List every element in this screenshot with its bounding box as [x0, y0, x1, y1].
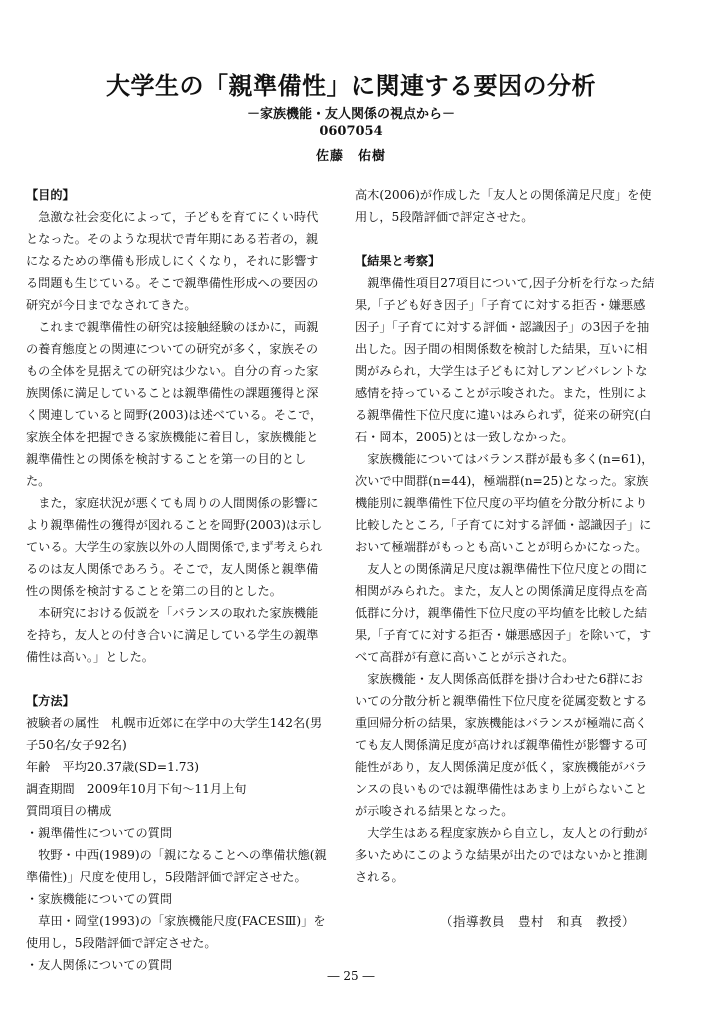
page-number: ― 25 ― — [327, 969, 375, 983]
paragraph: 親準備性項目27項目について,因子分析を行なった結果,「子ども好き因子」「子育てに対する拒否・嫌悪感因子」「子育てに対する評価・認識因子」の3因子を抽出した。因子間の相関係数を検討した結果，互いに相関がみられ，大学生は子どもに対しアンビバレントな感情を持っていることが示唆された。また，性別による親準備性下位尺度に違いはみられず，従来の研究(白石・岡本，2005)とは一致しなかった。 — [355, 276, 655, 444]
text-line: ・親準備性についての質問 — [26, 826, 173, 840]
text-line: 質問項目の構成 — [26, 804, 112, 818]
paragraph: 家族機能についてはバランス群が最も多く(n=61)，次いで中間群(n=44)，極端群(n=25)となった。家族機能別に親準備性下位尺度の平均値を分散分析により比較したところ,「子育てに対する評価・認識因子」において極端群がもっとも高いことが明らかになった。 — [355, 452, 654, 554]
text-line: 高木(2006)が作成した「友人との関係満足尺度」を使用し，5段階評価で評定させた。 — [355, 188, 652, 224]
section-heading: 【目的】 — [26, 188, 75, 202]
text-line: ・家族機能についての質問 — [26, 892, 173, 906]
paragraph: 草田・岡堂(1993)の「家族機能尺度(FACESⅢ)」を使用し，5段階評価で評定させた。 — [26, 914, 326, 950]
author-name: 佐藤 佑樹 — [315, 149, 386, 164]
text-line: ・友人関係についての質問 — [26, 958, 173, 972]
paper-title: 大学生の「親準備性」に関連する要因の分析 — [106, 72, 596, 100]
section-gap — [355, 228, 655, 250]
paragraph: 大学生はある程度家族から自立し，友人との行動が多いためにこのような結果が出たのではないかと推測される。 — [355, 826, 648, 884]
paragraph: 急激な社会変化によって，子どもを育てにくい時代となった。そのような現状で青年期にある若者の，親になるための準備も形成しにくくなり，それに影響する問題も生じている。そこで親準備性形成への要因の研究が今日までなされてきた。 — [26, 210, 319, 312]
student-id: 0607054 — [319, 124, 383, 139]
paragraph: 牧野・中西(1989)の「親になることへの準備状態(親準備性)」尺度を使用し，5段階評価で評定させた。 — [26, 848, 327, 884]
paragraph: また，家庭状況が悪くても周りの人間関係の影響により親準備性の獲得が図れることを岡野(2003)は示している。大学生の家族以外の人間関係で,まず考えられるのは友人関係であろう。そこで，友人関係と親準備性の関係を検討することを第二の目的とした。 — [26, 496, 323, 598]
supervisor-credit: （指導教員 豊村 和真 教授） — [440, 914, 636, 929]
text-line: 調査期間 2009年10月下旬～11月上旬 — [26, 782, 247, 796]
paragraph: 本研究における仮説を「バランスの取れた家族機能を持ち，友人との付き合いに満足している学生の親準備性は高い。」とした。 — [26, 606, 319, 664]
paragraph: 友人との関係満足尺度は親準備性下位尺度との間に相関がみられた。また，友人との関係満足度得点を高低群に分け，親準備性下位尺度の平均値を比較した結果,「子育てに対する拒否・嫌悪感因子」を除いて，すべて高群が有意に高いことが示された。 — [355, 562, 652, 664]
section-heading: 【方法】 — [26, 694, 75, 708]
left-column — [26, 184, 328, 976]
right-column — [355, 184, 655, 888]
text-line: 年齢 平均20.37歳(SD=1.73) — [26, 760, 199, 774]
section-heading: 【結果と考察】 — [355, 254, 441, 268]
text-line: 被験者の属性 札幌市近郊に在学中の大学生142名(男子50名/女子92名) — [26, 716, 323, 752]
paper-subtitle: －家族機能・友人関係の視点から－ — [246, 107, 455, 122]
paragraph: これまで親準備性の研究は接触経験のほかに，両親の養育態度との関連についての研究が多く，家族そのもの全体を見据えての研究は少ない。自分の育った家族関係に満足していることは親準備性の課題獲得と深く関連していると岡野(2003)は述べている。そこで，家族全体を把握できる家族機能に着目し，家族機能と親準備性との関係を検討することを第一の目的とした。 — [26, 320, 323, 488]
paragraph: 家族機能・友人関係高低群を掛け合わせた6群においての分散分析と親準備性下位尺度を従属変数とする重回帰分析の結果，家族機能はバランスが極端に高くても友人関係満足度が高ければ親準備性が影響する可能性があり，友人関係満足度が低く，家族機能がバランスの良いものでは親準備性はあまり上がらないことが示唆される結果となった。 — [355, 672, 648, 818]
section-gap — [26, 668, 328, 690]
